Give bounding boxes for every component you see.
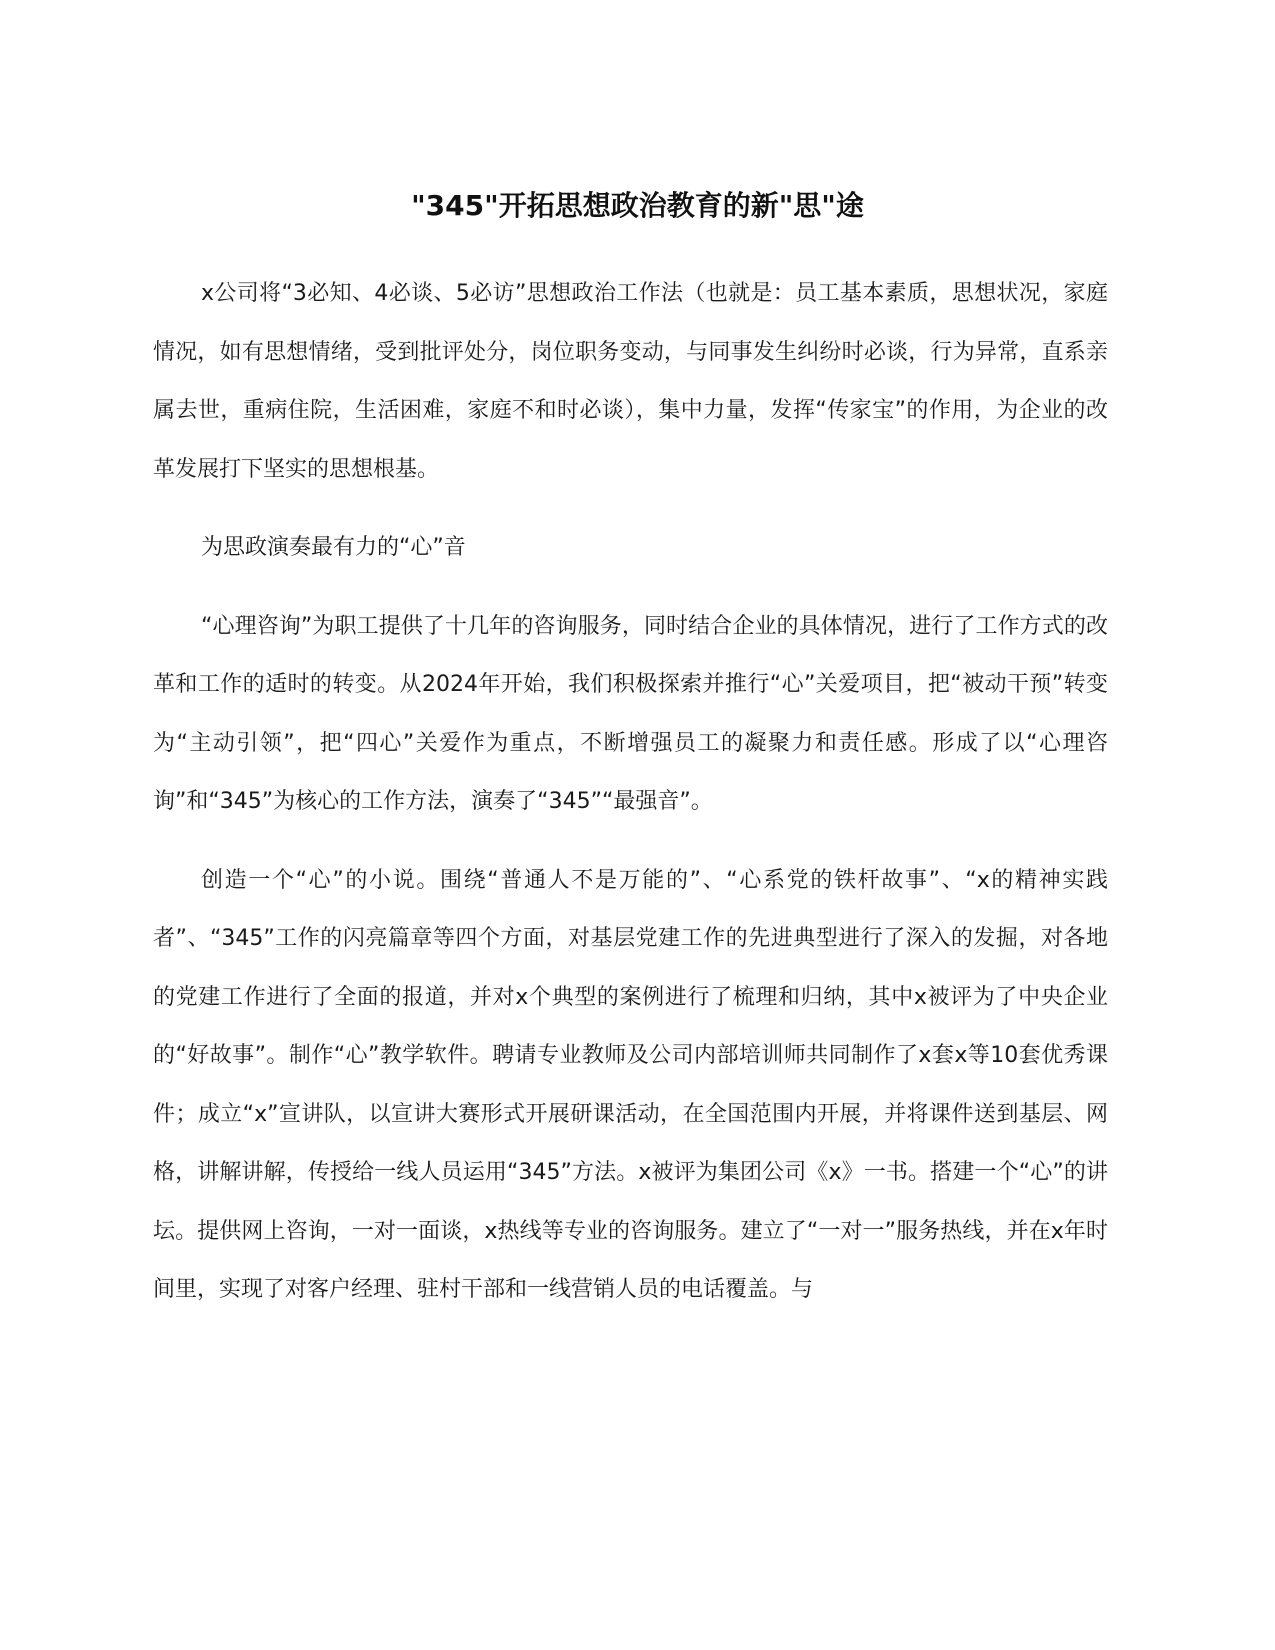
section-heading: 为思政演奏最有力的“心”音 bbox=[201, 535, 466, 560]
paragraph-counseling: “心理咨询”为职工提供了十几年的咨询服务，同时结合企业的具体情况，进行了工作方式的改革和工作的适时的转变。从2024年开始，我们积极探索并推行“心”关爱项目，把“被动干预”转变为“主动引领”，把“四心”关爱作为重点，不断增强员工的凝聚力和责任感。形成了以“心理咨询”和“345”为核心的工作方法，演奏了“345”“最强音”。 bbox=[153, 613, 1108, 814]
document-title: "345"开拓思想政治教育的新"思"途 bbox=[411, 189, 864, 222]
paragraph-intro: x公司将“3必知、4必谈、5必访”思想政治工作法（也就是：员工基本素质，思想状况，家庭情况，如有思想情绪，受到批评处分，岗位职务变动，与同事发生纠纷时必谈，行为异常，直系亲属去世，重病住院，生活困难，家庭不和时必谈），集中力量，发挥“传家宝”的作用，为企业的改革发展打下坚实的思想根基。 bbox=[153, 281, 1108, 482]
paragraph-story: 创造一个“心”的小说。围绕“普通人不是万能的”、“心系党的铁杆故事”、“x的精神实践者”、“345”工作的闪亮篇章等四个方面，对基层党建工作的先进典型进行了深入的发掘，对各地的党建工作进行了全面的报道，并对x个典型的案例进行了梳理和归纳，其中x被评为了中央企业的“好故事”。制作“心”教学软件。聘请专业教师及公司内部培训师共同制作了x套x等10套优秀课件；成立“x”宣讲队，以宣讲大赛形式开展研课活动，在全国范围内开展，并将课件送到基层、网格，讲解讲解，传授给一线人员运用“345”方法。x被评为集团公司《x》一书。搭建一个“心”的讲坛。提供网上咨询，一对一面谈，x热线等专业的咨询服务。建立了“一对一”服务热线，并在x年时间里，实现了对客户经理、驻村干部和一线营销人员的电话覆盖。与 bbox=[153, 867, 1108, 1302]
document-body bbox=[153, 265, 1108, 1340]
